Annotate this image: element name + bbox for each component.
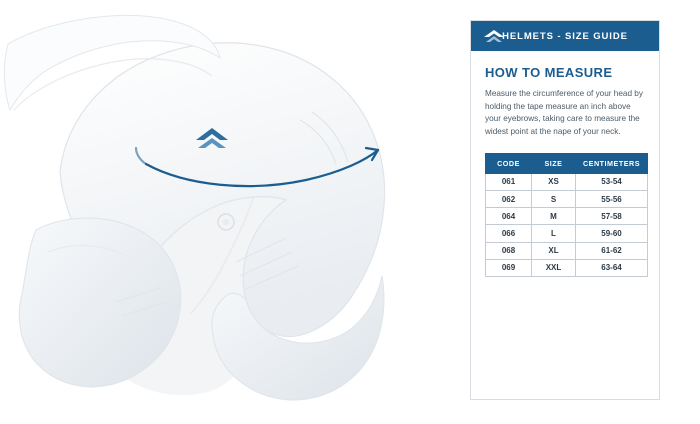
panel-body: [471, 51, 659, 277]
cell-size: L: [532, 225, 576, 242]
table-row: [486, 191, 648, 208]
cell-centimeters: 57-58: [576, 208, 648, 225]
how-to-measure-text: Measure the circumference of your head by holding the tape measure an inch above your eyebrows, taking care to measure the widest point at the nape of your neck.: [485, 89, 643, 137]
size-guide-panel: [470, 20, 660, 400]
visor-pivot-screw-center: [223, 219, 229, 225]
cell-size: XS: [532, 173, 576, 190]
cell-code: 061: [486, 173, 532, 190]
table-row: [486, 208, 648, 225]
size-table: [485, 153, 648, 277]
cell-code: 066: [486, 225, 532, 242]
cell-centimeters: 63-64: [576, 259, 648, 276]
cell-code: 068: [486, 242, 532, 259]
table-header-row: [486, 153, 648, 173]
brand-logo-icon: [483, 28, 505, 44]
cell-code: 062: [486, 191, 532, 208]
column-header-code: CODE: [486, 153, 532, 173]
cell-code: 069: [486, 259, 532, 276]
table-row: [486, 225, 648, 242]
cell-centimeters: 61-62: [576, 242, 648, 259]
table-row: [486, 173, 648, 190]
cell-size: S: [532, 191, 576, 208]
cell-size: XL: [532, 242, 576, 259]
table-row: [486, 242, 648, 259]
column-header-size: SIZE: [532, 153, 576, 173]
cell-centimeters: 53-54: [576, 173, 648, 190]
cell-centimeters: 55-56: [576, 191, 648, 208]
cell-code: 064: [486, 208, 532, 225]
table-row: [486, 259, 648, 276]
cell-size: M: [532, 208, 576, 225]
panel-header: [471, 21, 659, 51]
cell-size: XXL: [532, 259, 576, 276]
how-to-measure-heading: HOW TO MEASURE: [485, 65, 613, 80]
cell-centimeters: 59-60: [576, 225, 648, 242]
panel-title: HELMETS - SIZE GUIDE: [502, 30, 628, 42]
column-header-centimeters: CENTIMETERS: [576, 153, 648, 173]
